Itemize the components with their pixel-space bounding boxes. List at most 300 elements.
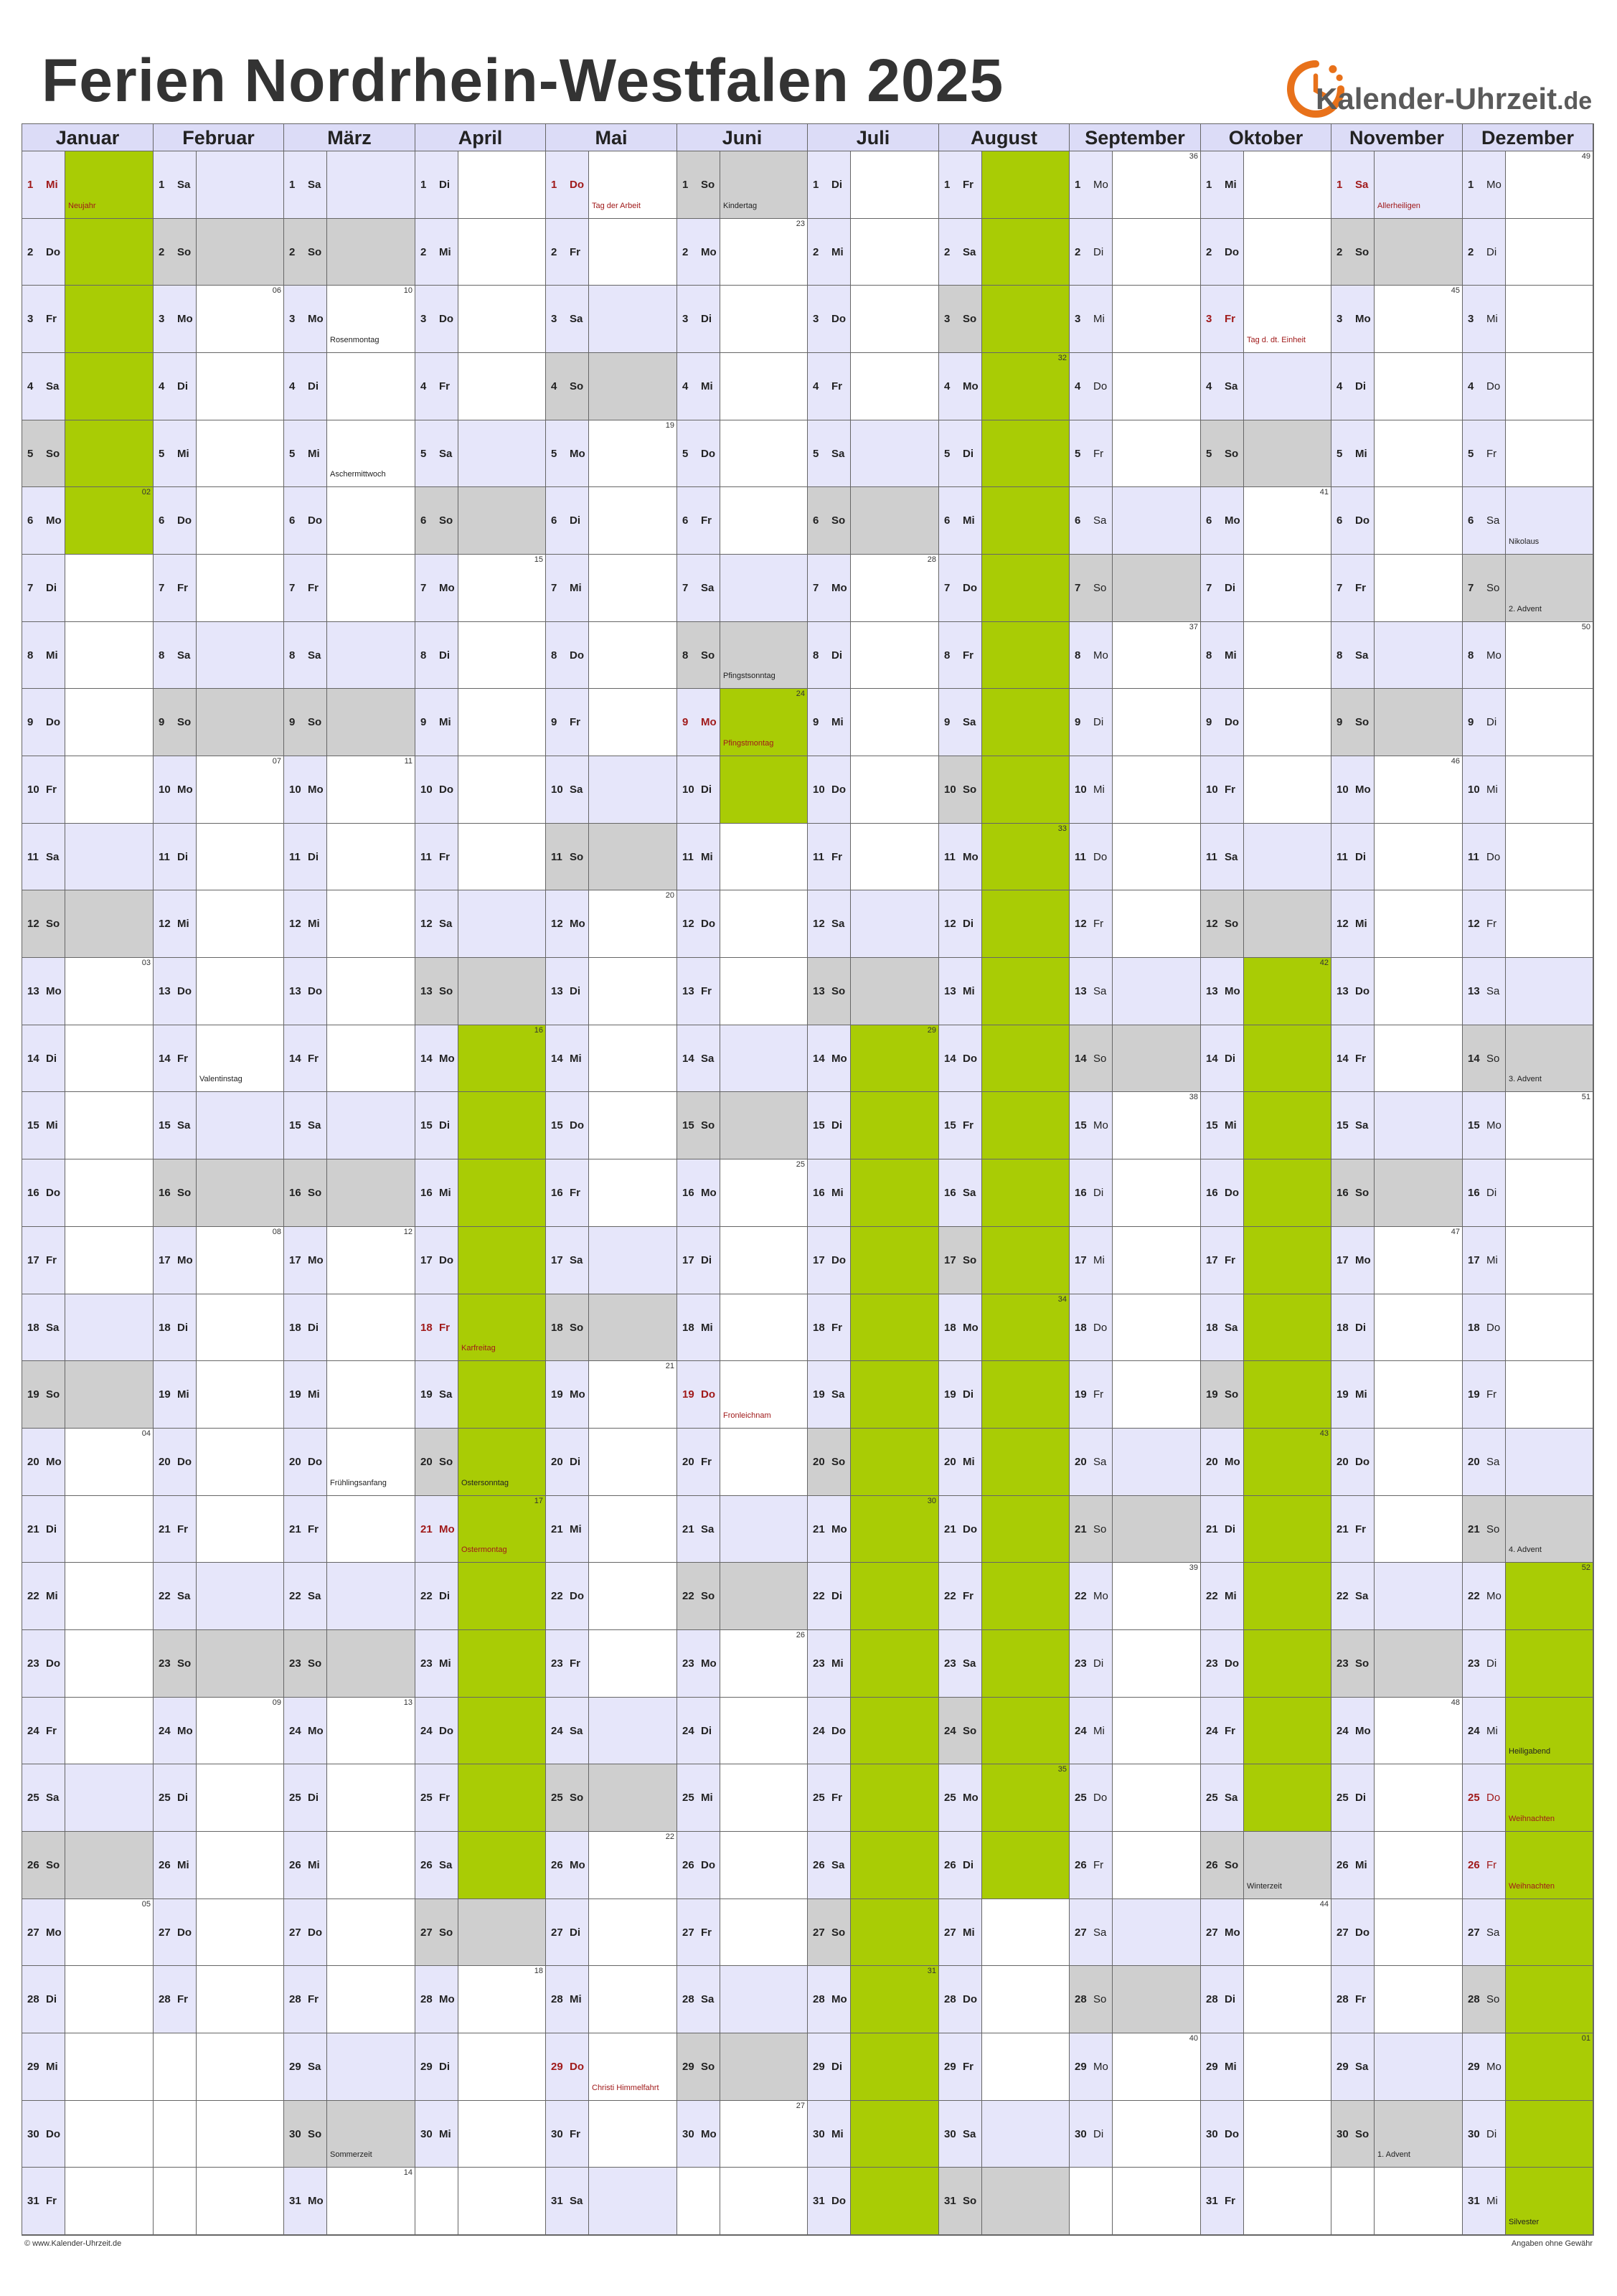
day-number: 5: [551, 448, 557, 460]
weekday-abbr: Mi: [1486, 313, 1498, 325]
day-note-cell: [197, 1764, 284, 1832]
day-label: [1331, 286, 1375, 353]
day-note-cell: [851, 756, 939, 824]
day-note: 3. Advent: [1509, 1075, 1542, 1083]
day-number: 8: [1336, 649, 1343, 662]
day-note-cell: [1375, 2101, 1463, 2168]
holiday-cell: [1506, 2033, 1593, 2101]
day-number: 15: [420, 1119, 433, 1131]
week-number: 27: [796, 2102, 805, 2110]
weekday-abbr: Mo: [177, 784, 193, 796]
day-text: [551, 448, 585, 460]
day-note-cell: [589, 420, 677, 487]
weekday-abbr: So: [46, 1859, 60, 1871]
day-number: 31: [813, 2195, 825, 2207]
weekday-abbr: Mo: [439, 582, 455, 594]
day-note-cell: [327, 487, 415, 555]
day-number: 14: [159, 1053, 171, 1065]
weekday-abbr: Mo: [439, 1993, 455, 2005]
day-number: 12: [682, 918, 694, 930]
day-note-cell: [982, 1899, 1070, 1966]
day-label: [415, 1429, 458, 1496]
weekday-abbr: Fr: [1486, 918, 1497, 930]
day-label: [808, 1025, 851, 1092]
weekday-abbr: Fr: [439, 1322, 450, 1334]
day-number: 19: [944, 1388, 956, 1401]
day-label: [284, 1630, 327, 1698]
day-text: [1075, 1456, 1106, 1468]
day-label: [546, 1563, 589, 1630]
day-number: 6: [289, 514, 296, 527]
day-text: [420, 1993, 455, 2005]
day-text: [551, 1926, 580, 1939]
day-number: 18: [289, 1322, 301, 1334]
weekday-abbr: Sa: [570, 1725, 583, 1737]
day-note-cell: [65, 890, 154, 958]
day-note-cell: [720, 1496, 808, 1563]
day-label: [1201, 555, 1244, 622]
day-text: [682, 1926, 712, 1939]
day-note-cell: [197, 286, 284, 353]
day-text: [420, 1590, 450, 1602]
day-label: [22, 1563, 65, 1630]
day-number: 23: [1468, 1657, 1480, 1670]
day-number: 26: [1468, 1859, 1480, 1871]
day-note: Christi Himmelfahrt: [592, 2084, 659, 2092]
day-label: [1201, 2101, 1244, 2168]
weekday-abbr: Fr: [1225, 2195, 1235, 2207]
day-number: 18: [1206, 1322, 1218, 1334]
day-label: [1201, 824, 1244, 890]
day-label: [1463, 824, 1506, 890]
day-number: 4: [813, 380, 819, 392]
day-text: [420, 582, 455, 594]
weekday-abbr: Do: [963, 582, 977, 594]
holiday-cell: [982, 1630, 1070, 1698]
day-number: 12: [420, 918, 433, 930]
week-number: 48: [1451, 1698, 1460, 1707]
day-label: [415, 756, 458, 824]
day-text: [289, 1456, 322, 1468]
day-label: [939, 1496, 982, 1563]
day-text: [27, 716, 60, 728]
weekday-abbr: Sa: [1486, 1456, 1500, 1468]
holiday-cell: [851, 1899, 939, 1966]
day-label: [22, 890, 65, 958]
day-number: 22: [1336, 1590, 1349, 1602]
day-label: [284, 487, 327, 555]
day-label: [939, 1966, 982, 2033]
day-text: [682, 313, 712, 325]
day-label: [1331, 420, 1375, 487]
day-number: 14: [1336, 1053, 1349, 1065]
weekday-abbr: Mo: [1225, 514, 1240, 527]
day-label: [284, 1899, 327, 1966]
day-note-cell: [458, 219, 546, 286]
day-label: [1331, 487, 1375, 555]
day-label: [284, 1496, 327, 1563]
day-note-cell: [197, 958, 284, 1025]
day-number: 19: [1075, 1388, 1087, 1401]
day-number: 20: [159, 1456, 171, 1468]
day-label: [284, 1698, 327, 1764]
day-text: [682, 1119, 715, 1131]
day-label: [1070, 1361, 1113, 1429]
day-label: [939, 1361, 982, 1429]
day-text: [1468, 716, 1496, 728]
day-label: [1463, 1294, 1506, 1361]
day-note-cell: [1113, 1630, 1201, 1698]
day-number: 27: [1336, 1926, 1349, 1939]
day-number: 11: [27, 851, 39, 863]
day-note-cell: [1113, 1899, 1201, 1966]
day-label: [808, 2033, 851, 2101]
weekday-abbr: Di: [1486, 1187, 1497, 1199]
day-number: 10: [944, 784, 956, 796]
day-text: [551, 1388, 585, 1401]
day-number: 9: [682, 716, 689, 728]
day-number: 8: [420, 649, 427, 662]
day-text: [813, 1523, 847, 1535]
day-label: [154, 1496, 197, 1563]
day-number: 27: [551, 1926, 563, 1939]
day-note-cell: [197, 1092, 284, 1159]
day-text: [420, 1456, 453, 1468]
day-text: [159, 448, 189, 460]
day-number: 22: [159, 1590, 171, 1602]
day-number: 7: [1468, 582, 1474, 594]
day-number: 10: [551, 784, 563, 796]
day-text: [1468, 246, 1496, 258]
day-label: [1070, 1899, 1113, 1966]
day-number: 12: [1075, 918, 1087, 930]
holiday-cell: [851, 1092, 939, 1159]
day-note-cell: [65, 1361, 154, 1429]
holiday-cell: [982, 1159, 1070, 1227]
weekday-abbr: Do: [1355, 1926, 1370, 1939]
weekday-abbr: Do: [963, 1993, 977, 2005]
day-number: 19: [159, 1388, 171, 1401]
day-label: [939, 555, 982, 622]
day-label: [677, 1429, 720, 1496]
day-text: [289, 179, 321, 191]
day-number: 26: [27, 1859, 39, 1871]
day-text: [1075, 179, 1108, 191]
day-label: [22, 958, 65, 1025]
day-note-cell: [851, 555, 939, 622]
day-label: [154, 890, 197, 958]
weekday-abbr: So: [177, 246, 192, 258]
weekday-abbr: Fr: [177, 582, 188, 594]
day-label: [284, 689, 327, 756]
weekday-abbr: So: [308, 1187, 322, 1199]
day-label: [415, 1832, 458, 1899]
day-note-cell: [458, 622, 546, 689]
week-number: 32: [1057, 354, 1067, 362]
month-header: Januar: [22, 124, 154, 151]
day-note-cell: [1506, 1361, 1593, 1429]
day-text: [944, 985, 975, 997]
weekday-abbr: So: [308, 1657, 322, 1670]
empty-cell: [197, 2033, 284, 2101]
day-text: [944, 1322, 979, 1334]
week-number: 36: [1189, 152, 1198, 161]
weekday-abbr: Mo: [1093, 1119, 1108, 1131]
day-number: 24: [420, 1725, 433, 1737]
day-text: [1075, 649, 1108, 662]
day-text: [1468, 1725, 1498, 1737]
weekday-abbr: Fr: [963, 1590, 974, 1602]
day-text: [420, 246, 451, 258]
weekday-abbr: Do: [570, 179, 584, 191]
day-label: [415, 219, 458, 286]
day-label: [939, 353, 982, 420]
day-note-cell: [1113, 2101, 1201, 2168]
day-text: [813, 380, 842, 392]
holiday-cell: [982, 286, 1070, 353]
day-note-cell: [1506, 286, 1593, 353]
day-number: 26: [420, 1859, 433, 1871]
day-text: [159, 1657, 191, 1670]
day-text: [420, 448, 452, 460]
day-text: [1075, 985, 1106, 997]
day-number: 11: [159, 851, 170, 863]
day-label: [1201, 2168, 1244, 2235]
day-text: [1468, 1187, 1496, 1199]
weekday-abbr: Di: [1486, 716, 1497, 728]
day-note-cell: [458, 1966, 546, 2033]
day-note-cell: [982, 2033, 1070, 2101]
day-note-cell: [327, 353, 415, 420]
day-number: 23: [1075, 1657, 1087, 1670]
day-text: [944, 1792, 979, 1804]
day-label: [546, 1159, 589, 1227]
day-label: [415, 1966, 458, 2033]
weekday-abbr: Mo: [46, 514, 62, 527]
week-number: 23: [796, 220, 805, 228]
day-label: [939, 1630, 982, 1698]
day-label: [1201, 219, 1244, 286]
day-text: [1468, 918, 1496, 930]
day-label: [154, 1429, 197, 1496]
day-label: [22, 1764, 65, 1832]
day-label: [677, 1159, 720, 1227]
day-note-cell: [458, 286, 546, 353]
day-note-cell: [589, 1361, 677, 1429]
weekday-abbr: Do: [1093, 1792, 1108, 1804]
day-label: [22, 1496, 65, 1563]
day-number: 29: [944, 2061, 956, 2073]
day-number: 19: [1206, 1388, 1218, 1401]
day-label: [1331, 958, 1375, 1025]
day-label: [154, 1630, 197, 1698]
day-note-cell: [589, 2101, 677, 2168]
day-number: 30: [813, 2128, 825, 2140]
day-text: [551, 851, 583, 863]
day-number: 14: [944, 1053, 956, 1065]
weekday-abbr: Fr: [439, 380, 450, 392]
weekday-abbr: Sa: [46, 1322, 60, 1334]
day-label: [939, 2033, 982, 2101]
day-label: [1463, 219, 1506, 286]
weekday-abbr: So: [1355, 1657, 1370, 1670]
day-number: 2: [1075, 246, 1081, 258]
day-number: 12: [159, 918, 171, 930]
day-note-cell: [1375, 1698, 1463, 1764]
day-number: 11: [813, 851, 824, 863]
day-label: [1331, 555, 1375, 622]
day-label: [22, 1832, 65, 1899]
week-number: 43: [1319, 1429, 1329, 1438]
day-label: [1070, 353, 1113, 420]
day-number: 25: [420, 1792, 433, 1804]
day-text: [551, 1254, 583, 1266]
day-note-cell: [1506, 1294, 1593, 1361]
day-label: [1331, 151, 1375, 219]
day-note-cell: [197, 1630, 284, 1698]
day-text: [1468, 1993, 1499, 2005]
weekday-abbr: So: [308, 246, 322, 258]
week-number: 22: [665, 1832, 674, 1841]
empty-cell: [1331, 2168, 1375, 2235]
day-text: [159, 918, 189, 930]
day-text: [27, 1119, 58, 1131]
day-label: [284, 151, 327, 219]
weekday-abbr: Di: [1093, 716, 1104, 728]
day-text: [1075, 851, 1107, 863]
weekday-abbr: Fr: [963, 2061, 974, 2073]
day-note-cell: [1244, 824, 1331, 890]
day-label: [1070, 1429, 1113, 1496]
day-number: 2: [551, 246, 557, 258]
day-note-cell: [720, 219, 808, 286]
day-number: 6: [1075, 514, 1081, 527]
day-note-cell: [720, 1025, 808, 1092]
weekday-abbr: Do: [1486, 851, 1501, 863]
day-number: 13: [1336, 985, 1349, 997]
day-text: [27, 2061, 58, 2073]
day-text: [27, 985, 62, 997]
week-number: 41: [1319, 488, 1329, 497]
week-number: 52: [1581, 1563, 1590, 1572]
week-number: 13: [403, 1698, 412, 1707]
day-text: [27, 582, 57, 594]
day-text: [289, 2195, 324, 2207]
day-note-cell: [65, 824, 154, 890]
day-number: 13: [420, 985, 433, 997]
day-text: [1075, 1859, 1103, 1871]
weekday-abbr: Mo: [831, 1053, 847, 1065]
day-label: [808, 151, 851, 219]
day-text: [289, 649, 321, 662]
day-note-cell: [65, 1429, 154, 1496]
day-label: [22, 1361, 65, 1429]
day-number: 28: [1075, 1993, 1087, 2005]
day-note-cell: [1244, 353, 1331, 420]
holiday-cell: [65, 151, 154, 219]
day-number: 10: [420, 784, 433, 796]
day-number: 2: [1206, 246, 1212, 258]
weekday-abbr: Mi: [46, 649, 58, 662]
day-label: [1201, 151, 1244, 219]
day-note-cell: [327, 689, 415, 756]
day-text: [813, 716, 844, 728]
day-note-cell: [327, 824, 415, 890]
weekday-abbr: Mi: [439, 246, 451, 258]
day-text: [289, 582, 319, 594]
day-number: 8: [27, 649, 34, 662]
day-text: [289, 918, 320, 930]
day-number: 3: [1075, 313, 1081, 325]
weekday-abbr: Di: [963, 1388, 974, 1401]
weekday-abbr: Fr: [1093, 448, 1104, 460]
holiday-cell: [982, 1429, 1070, 1496]
day-number: 2: [1468, 246, 1474, 258]
day-text: [813, 1859, 844, 1871]
day-text: [289, 1053, 319, 1065]
weekday-abbr: Di: [1355, 1792, 1366, 1804]
weekday-abbr: Do: [46, 1657, 60, 1670]
day-text: [289, 313, 324, 325]
weekday-abbr: Fr: [831, 1322, 842, 1334]
day-label: [1331, 622, 1375, 689]
weekday-abbr: Di: [1093, 246, 1104, 258]
weekday-abbr: Do: [439, 1254, 453, 1266]
weekday-abbr: Mo: [1486, 2061, 1502, 2073]
holiday-cell: [982, 1294, 1070, 1361]
day-number: 30: [1468, 2128, 1480, 2140]
day-note-cell: [65, 1025, 154, 1092]
day-text: [1336, 380, 1366, 392]
day-text: [1468, 1119, 1502, 1131]
day-number: 29: [682, 2061, 694, 2073]
day-text: [289, 514, 322, 527]
holiday-cell: [1244, 1294, 1331, 1361]
weekday-abbr: Mi: [570, 1993, 582, 2005]
weekday-abbr: Do: [831, 784, 846, 796]
weekday-abbr: Fr: [963, 179, 974, 191]
weekday-abbr: Sa: [570, 2195, 583, 2207]
day-label: [1331, 1227, 1375, 1294]
week-number: 16: [534, 1026, 543, 1035]
day-text: [1206, 2128, 1239, 2140]
weekday-abbr: Mi: [177, 1388, 189, 1401]
day-note-cell: [1506, 824, 1593, 890]
day-note-cell: [327, 890, 415, 958]
day-note-cell: [327, 1832, 415, 1899]
holiday-cell: [851, 1429, 939, 1496]
day-label: [677, 1563, 720, 1630]
day-text: [27, 1993, 57, 2005]
day-label: [1070, 1832, 1113, 1899]
day-text: [1075, 313, 1105, 325]
day-note-cell: [1113, 1227, 1201, 1294]
weekday-abbr: Sa: [177, 179, 191, 191]
day-number: 30: [551, 2128, 563, 2140]
day-label: [284, 555, 327, 622]
day-text: [813, 246, 844, 258]
weekday-abbr: So: [1093, 582, 1107, 594]
month-header: April: [415, 124, 546, 151]
weekday-abbr: Do: [1486, 1792, 1501, 1804]
weekday-abbr: Fr: [570, 2128, 580, 2140]
weekday-abbr: Fr: [570, 1657, 580, 1670]
day-label: [939, 1563, 982, 1630]
logo[interactable]: [1283, 53, 1593, 122]
weekday-abbr: Di: [177, 851, 188, 863]
day-note-cell: [851, 286, 939, 353]
weekday-abbr: Sa: [308, 1590, 321, 1602]
